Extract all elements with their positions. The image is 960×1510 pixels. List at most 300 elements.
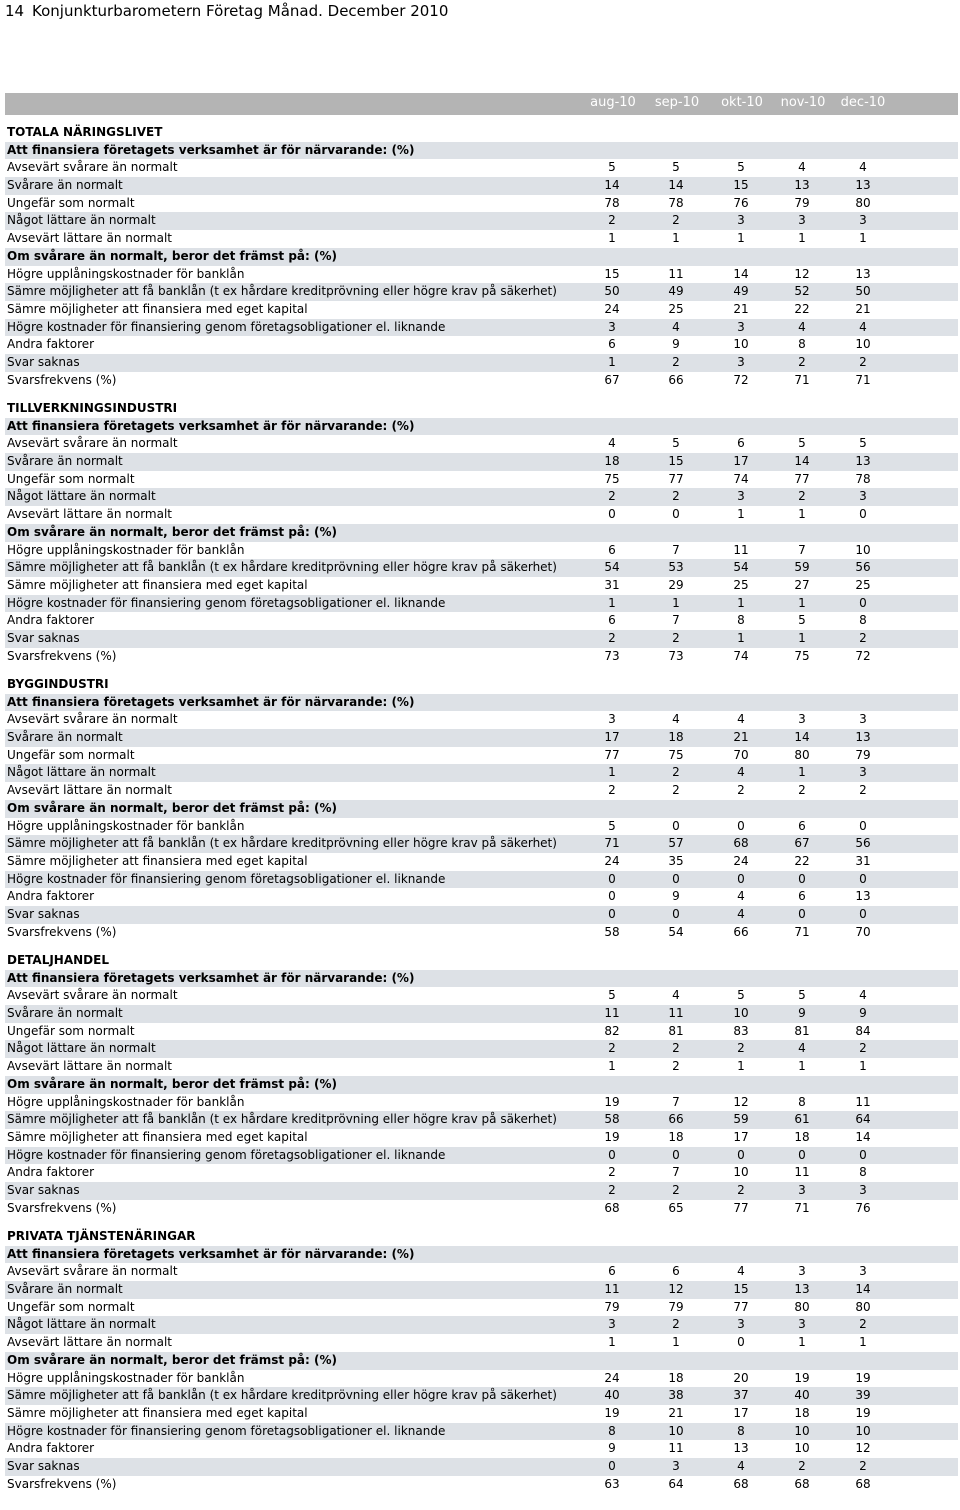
- cell-value: 1: [608, 1335, 616, 1350]
- section-title: DETALJHANDEL: [7, 953, 109, 967]
- table-row: [5, 230, 958, 248]
- cell-value: 3: [737, 319, 745, 334]
- table-row: [5, 729, 958, 747]
- cell-value: 4: [737, 889, 745, 904]
- cell-value: 4: [737, 1264, 745, 1279]
- cell-value: 11: [733, 542, 749, 557]
- cell-value: 2: [608, 1182, 616, 1197]
- cell-value: 5: [672, 160, 680, 175]
- question-row: [5, 524, 958, 542]
- cell-value: 2: [737, 1041, 745, 1056]
- cell-value: 57: [668, 836, 684, 851]
- cell-value: 18: [794, 1405, 810, 1420]
- cell-value: 0: [608, 1147, 616, 1162]
- question-row: [5, 248, 958, 266]
- cell-value: 2: [859, 783, 867, 798]
- cell-value: 65: [668, 1200, 684, 1215]
- cell-value: 2: [672, 630, 680, 645]
- cell-value: 8: [859, 613, 867, 628]
- row-label: Svar saknas: [7, 630, 80, 645]
- cell-value: 2: [672, 489, 680, 504]
- cell-value: 1: [737, 630, 745, 645]
- row-label: Ungefär som normalt: [7, 195, 135, 210]
- cell-value: 4: [737, 712, 745, 727]
- row-label: Sämre möjligheter att få banklån (t ex hårdare kreditprövning eller högre krav på säkerhet): [7, 1388, 557, 1403]
- cell-value: 4: [859, 988, 867, 1003]
- cell-value: 21: [733, 301, 749, 316]
- cell-value: 3: [798, 1264, 806, 1279]
- cell-value: 1: [798, 595, 806, 610]
- cell-value: 70: [733, 747, 749, 762]
- table-row: [5, 1147, 958, 1165]
- cell-value: 76: [733, 195, 749, 210]
- section-title-row: [5, 400, 958, 418]
- cell-value: 22: [794, 301, 810, 316]
- cell-value: 71: [794, 1200, 810, 1215]
- cell-value: 12: [855, 1441, 871, 1456]
- cell-value: 1: [608, 1059, 616, 1074]
- table-row: [5, 1129, 958, 1147]
- cell-value: 68: [604, 1200, 620, 1215]
- column-header-aug: aug-10: [590, 95, 636, 110]
- cell-value: 0: [608, 871, 616, 886]
- cell-value: 3: [608, 319, 616, 334]
- cell-value: 3: [798, 1182, 806, 1197]
- cell-value: 11: [668, 1441, 684, 1456]
- cell-value: 63: [604, 1476, 620, 1491]
- section-title: TILLVERKNINGSINDUSTRI: [7, 401, 178, 415]
- row-label: Svarsfrekvens (%): [7, 1200, 117, 1215]
- cell-value: 15: [668, 454, 684, 469]
- cell-value: 72: [855, 648, 871, 663]
- cell-value: 24: [604, 853, 620, 868]
- cell-value: 75: [668, 747, 684, 762]
- row-label: Ungefär som normalt: [7, 1023, 135, 1038]
- cell-value: 66: [733, 924, 749, 939]
- cell-value: 0: [859, 595, 867, 610]
- table-row: [5, 924, 958, 942]
- row-label: Ungefär som normalt: [7, 747, 135, 762]
- cell-value: 74: [733, 471, 749, 486]
- table-row: [5, 488, 958, 506]
- table-row: [5, 1281, 958, 1299]
- cell-value: 58: [604, 1112, 620, 1127]
- table-row: [5, 1094, 958, 1112]
- cell-value: 4: [798, 319, 806, 334]
- cell-value: 3: [672, 1458, 680, 1473]
- cell-value: 13: [855, 730, 871, 745]
- cell-value: 77: [604, 747, 620, 762]
- cell-value: 77: [668, 471, 684, 486]
- table-row: [5, 1182, 958, 1200]
- cell-value: 3: [608, 712, 616, 727]
- row-label: Andra faktorer: [7, 1441, 95, 1456]
- cell-value: 25: [855, 577, 871, 592]
- cell-value: 82: [604, 1023, 620, 1038]
- row-label: Något lättare än normalt: [7, 213, 156, 228]
- cell-value: 1: [672, 231, 680, 246]
- cell-value: 0: [737, 1147, 745, 1162]
- cell-value: 73: [668, 648, 684, 663]
- question-row: [5, 142, 958, 160]
- table-row: [5, 1111, 958, 1129]
- row-label: Avsevärt lättare än normalt: [7, 783, 172, 798]
- cell-value: 1: [608, 765, 616, 780]
- cell-value: 25: [668, 301, 684, 316]
- column-header-nov: nov-10: [780, 95, 826, 110]
- cell-value: 1: [798, 630, 806, 645]
- cell-value: 3: [859, 712, 867, 727]
- cell-value: 0: [859, 507, 867, 522]
- table-row: [5, 711, 958, 729]
- cell-value: 67: [794, 836, 810, 851]
- cell-value: 3: [798, 213, 806, 228]
- question-row: [5, 694, 958, 712]
- question-label: Att finansiera företagets verksamhet är för närvarande: (%): [7, 970, 415, 985]
- cell-value: 5: [798, 613, 806, 628]
- document-title: Konjunkturbarometern Företag Månad. December 2010: [32, 2, 449, 20]
- table-row: [5, 1023, 958, 1041]
- cell-value: 67: [604, 372, 620, 387]
- section-title: BYGGINDUSTRI: [7, 677, 109, 691]
- table-row: [5, 453, 958, 471]
- row-label: Högre kostnader för finansiering genom företagsobligationer el. liknande: [7, 595, 446, 610]
- row-label: Högre upplåningskostnader för banklån: [7, 1094, 245, 1109]
- page-number: 14: [5, 2, 25, 20]
- table-row: [5, 782, 958, 800]
- cell-value: 75: [604, 471, 620, 486]
- question-row: [5, 1246, 958, 1264]
- table-row: [5, 1440, 958, 1458]
- cell-value: 7: [798, 542, 806, 557]
- cell-value: 13: [794, 1282, 810, 1297]
- table-row: [5, 159, 958, 177]
- cell-value: 10: [794, 1423, 810, 1438]
- cell-value: 2: [859, 1041, 867, 1056]
- cell-value: 18: [668, 1129, 684, 1144]
- cell-value: 15: [604, 266, 620, 281]
- column-header-okt: okt-10: [721, 95, 763, 110]
- cell-value: 5: [737, 988, 745, 1003]
- row-label: Sämre möjligheter att få banklån (t ex hårdare kreditprövning eller högre krav på säkerhet): [7, 1112, 557, 1127]
- row-label: Svar saknas: [7, 906, 80, 921]
- table-row: [5, 1164, 958, 1182]
- row-label: Svarsfrekvens (%): [7, 1476, 117, 1491]
- cell-value: 0: [798, 906, 806, 921]
- cell-value: 78: [855, 471, 871, 486]
- section: [5, 400, 958, 665]
- row-label: Svårare än normalt: [7, 178, 123, 193]
- cell-value: 79: [668, 1299, 684, 1314]
- row-label: Något lättare än normalt: [7, 1041, 156, 1056]
- row-label: Avsevärt svårare än normalt: [7, 712, 178, 727]
- cell-value: 59: [794, 560, 810, 575]
- row-label: Andra faktorer: [7, 613, 95, 628]
- table-row: [5, 853, 958, 871]
- table-row: [5, 648, 958, 666]
- cell-value: 5: [608, 988, 616, 1003]
- cell-value: 9: [608, 1441, 616, 1456]
- cell-value: 0: [608, 1458, 616, 1473]
- cell-value: 11: [668, 1006, 684, 1021]
- cell-value: 35: [668, 853, 684, 868]
- cell-value: 0: [798, 1147, 806, 1162]
- section-title-row: [5, 124, 958, 142]
- cell-value: 10: [733, 337, 749, 352]
- cell-value: 5: [608, 818, 616, 833]
- cell-value: 5: [737, 160, 745, 175]
- cell-value: 5: [859, 436, 867, 451]
- table-row: [5, 888, 958, 906]
- table-row: [5, 906, 958, 924]
- cell-value: 10: [855, 337, 871, 352]
- cell-value: 77: [733, 1299, 749, 1314]
- cell-value: 75: [794, 648, 810, 663]
- cell-value: 15: [733, 178, 749, 193]
- table-row: [5, 559, 958, 577]
- cell-value: 13: [855, 178, 871, 193]
- row-label: Högre upplåningskostnader för banklån: [7, 542, 245, 557]
- cell-value: 17: [733, 1129, 749, 1144]
- cell-value: 15: [733, 1282, 749, 1297]
- cell-value: 13: [855, 889, 871, 904]
- row-label: Svarsfrekvens (%): [7, 924, 117, 939]
- table-row: [5, 595, 958, 613]
- cell-value: 0: [737, 1335, 745, 1350]
- cell-value: 1: [798, 507, 806, 522]
- question-row: [5, 418, 958, 436]
- cell-value: 0: [672, 818, 680, 833]
- cell-value: 0: [859, 818, 867, 833]
- cell-value: 13: [733, 1441, 749, 1456]
- cell-value: 20: [733, 1370, 749, 1385]
- row-label: Avsevärt svårare än normalt: [7, 160, 178, 175]
- cell-value: 1: [608, 595, 616, 610]
- row-label: Högre kostnader för finansiering genom företagsobligationer el. liknande: [7, 871, 446, 886]
- cell-value: 39: [855, 1388, 871, 1403]
- cell-value: 0: [672, 1147, 680, 1162]
- page-header: [5, 0, 448, 22]
- cell-value: 5: [672, 436, 680, 451]
- cell-value: 22: [794, 853, 810, 868]
- cell-value: 13: [794, 178, 810, 193]
- row-label: Andra faktorer: [7, 889, 95, 904]
- cell-value: 1: [798, 1335, 806, 1350]
- cell-value: 1: [672, 1335, 680, 1350]
- table-row: [5, 764, 958, 782]
- cell-value: 80: [794, 747, 810, 762]
- cell-value: 58: [604, 924, 620, 939]
- row-label: Svar saknas: [7, 354, 80, 369]
- cell-value: 0: [798, 871, 806, 886]
- cell-value: 53: [668, 560, 684, 575]
- table-row: [5, 283, 958, 301]
- cell-value: 24: [604, 1370, 620, 1385]
- question-label: Att finansiera företagets verksamhet är för närvarande: (%): [7, 1246, 415, 1261]
- cell-value: 31: [604, 577, 620, 592]
- cell-value: 8: [737, 613, 745, 628]
- cell-value: 10: [733, 1165, 749, 1180]
- cell-value: 17: [733, 1405, 749, 1420]
- table-row: [5, 542, 958, 560]
- row-label: Sämre möjligheter att finansiera med eget kapital: [7, 853, 308, 868]
- cell-value: 13: [855, 454, 871, 469]
- cell-value: 80: [855, 195, 871, 210]
- table-row: [5, 818, 958, 836]
- row-label: Avsevärt lättare än normalt: [7, 1059, 172, 1074]
- cell-value: 10: [855, 542, 871, 557]
- question-label: Om svårare än normalt, beror det främst på: (%): [7, 524, 337, 539]
- column-header-sep: sep-10: [654, 95, 700, 110]
- row-label: Högre upplåningskostnader för banklån: [7, 266, 245, 281]
- cell-value: 68: [855, 1476, 871, 1491]
- table-row: [5, 1005, 958, 1023]
- cell-value: 68: [733, 836, 749, 851]
- cell-value: 9: [798, 1006, 806, 1021]
- cell-value: 13: [855, 266, 871, 281]
- cell-value: 2: [859, 354, 867, 369]
- cell-value: 11: [604, 1282, 620, 1297]
- cell-value: 80: [855, 1299, 871, 1314]
- cell-value: 71: [794, 924, 810, 939]
- cell-value: 2: [798, 1458, 806, 1473]
- table-row: [5, 1040, 958, 1058]
- cell-value: 12: [668, 1282, 684, 1297]
- row-label: Sämre möjligheter att finansiera med eget kapital: [7, 1405, 308, 1420]
- cell-value: 49: [668, 284, 684, 299]
- cell-value: 11: [604, 1006, 620, 1021]
- cell-value: 3: [608, 1317, 616, 1332]
- row-label: Högre upplåningskostnader för banklån: [7, 1370, 245, 1385]
- row-label: Högre kostnader för finansiering genom företagsobligationer el. liknande: [7, 1423, 446, 1438]
- row-label: Avsevärt svårare än normalt: [7, 436, 178, 451]
- cell-value: 0: [859, 871, 867, 886]
- cell-value: 7: [672, 1094, 680, 1109]
- cell-value: 4: [737, 765, 745, 780]
- cell-value: 73: [604, 648, 620, 663]
- cell-value: 4: [737, 906, 745, 921]
- row-label: Högre kostnader för finansiering genom företagsobligationer el. liknande: [7, 1147, 446, 1162]
- cell-value: 1: [859, 1335, 867, 1350]
- row-label: Sämre möjligheter att finansiera med eget kapital: [7, 577, 308, 592]
- cell-value: 3: [859, 1182, 867, 1197]
- row-label: Ungefär som normalt: [7, 471, 135, 486]
- row-label: Sämre möjligheter att finansiera med eget kapital: [7, 301, 308, 316]
- cell-value: 21: [855, 301, 871, 316]
- cell-value: 71: [604, 836, 620, 851]
- cell-value: 7: [672, 1165, 680, 1180]
- data-table: [5, 124, 958, 1493]
- cell-value: 37: [733, 1388, 749, 1403]
- cell-value: 2: [737, 783, 745, 798]
- cell-value: 56: [855, 836, 871, 851]
- cell-value: 49: [733, 284, 749, 299]
- cell-value: 56: [855, 560, 871, 575]
- cell-value: 78: [604, 195, 620, 210]
- section-title-row: [5, 676, 958, 694]
- cell-value: 9: [672, 337, 680, 352]
- table-row: [5, 319, 958, 337]
- cell-value: 0: [608, 906, 616, 921]
- cell-value: 14: [604, 178, 620, 193]
- question-row: [5, 970, 958, 988]
- cell-value: 14: [794, 454, 810, 469]
- cell-value: 21: [668, 1405, 684, 1420]
- row-label: Något lättare än normalt: [7, 765, 156, 780]
- cell-value: 14: [668, 178, 684, 193]
- cell-value: 4: [798, 1041, 806, 1056]
- cell-value: 14: [855, 1282, 871, 1297]
- table-row: [5, 1334, 958, 1352]
- table-row: [5, 1263, 958, 1281]
- cell-value: 81: [668, 1023, 684, 1038]
- column-header-dec: dec-10: [840, 95, 886, 110]
- cell-value: 76: [855, 1200, 871, 1215]
- cell-value: 3: [798, 1317, 806, 1332]
- cell-value: 2: [672, 213, 680, 228]
- section-title: PRIVATA TJÄNSTENÄRINGAR: [7, 1229, 196, 1243]
- row-label: Sämre möjligheter att få banklån (t ex hårdare kreditprövning eller högre krav på säkerhet): [7, 560, 557, 575]
- table-row: [5, 1476, 958, 1494]
- cell-value: 1: [608, 354, 616, 369]
- cell-value: 29: [668, 577, 684, 592]
- cell-value: 2: [737, 1182, 745, 1197]
- cell-value: 4: [859, 160, 867, 175]
- cell-value: 18: [794, 1129, 810, 1144]
- cell-value: 3: [859, 1264, 867, 1279]
- cell-value: 19: [604, 1405, 620, 1420]
- cell-value: 5: [798, 436, 806, 451]
- cell-value: 1: [798, 765, 806, 780]
- cell-value: 25: [733, 577, 749, 592]
- cell-value: 3: [737, 1317, 745, 1332]
- row-label: Avsevärt svårare än normalt: [7, 1264, 178, 1279]
- table-row: [5, 1370, 958, 1388]
- cell-value: 38: [668, 1388, 684, 1403]
- cell-value: 27: [794, 577, 810, 592]
- cell-value: 4: [737, 1458, 745, 1473]
- cell-value: 2: [859, 1317, 867, 1332]
- row-label: Sämre möjligheter att få banklån (t ex hårdare kreditprövning eller högre krav på säkerhet): [7, 284, 557, 299]
- cell-value: 64: [668, 1476, 684, 1491]
- cell-value: 11: [668, 266, 684, 281]
- cell-value: 70: [855, 924, 871, 939]
- cell-value: 2: [608, 630, 616, 645]
- cell-value: 3: [737, 213, 745, 228]
- table-row: [5, 195, 958, 213]
- table-row: [5, 471, 958, 489]
- cell-value: 14: [733, 266, 749, 281]
- cell-value: 6: [608, 337, 616, 352]
- cell-value: 4: [859, 319, 867, 334]
- cell-value: 12: [794, 266, 810, 281]
- row-label: Svar saknas: [7, 1182, 80, 1197]
- cell-value: 79: [604, 1299, 620, 1314]
- cell-value: 2: [608, 1041, 616, 1056]
- cell-value: 1: [737, 231, 745, 246]
- section-title-row: [5, 952, 958, 970]
- cell-value: 72: [733, 372, 749, 387]
- cell-value: 9: [859, 1006, 867, 1021]
- cell-value: 0: [859, 906, 867, 921]
- table-row: [5, 354, 958, 372]
- table-row: [5, 1423, 958, 1441]
- cell-value: 19: [855, 1370, 871, 1385]
- cell-value: 2: [798, 354, 806, 369]
- table-row: [5, 506, 958, 524]
- cell-value: 8: [798, 337, 806, 352]
- cell-value: 77: [733, 1200, 749, 1215]
